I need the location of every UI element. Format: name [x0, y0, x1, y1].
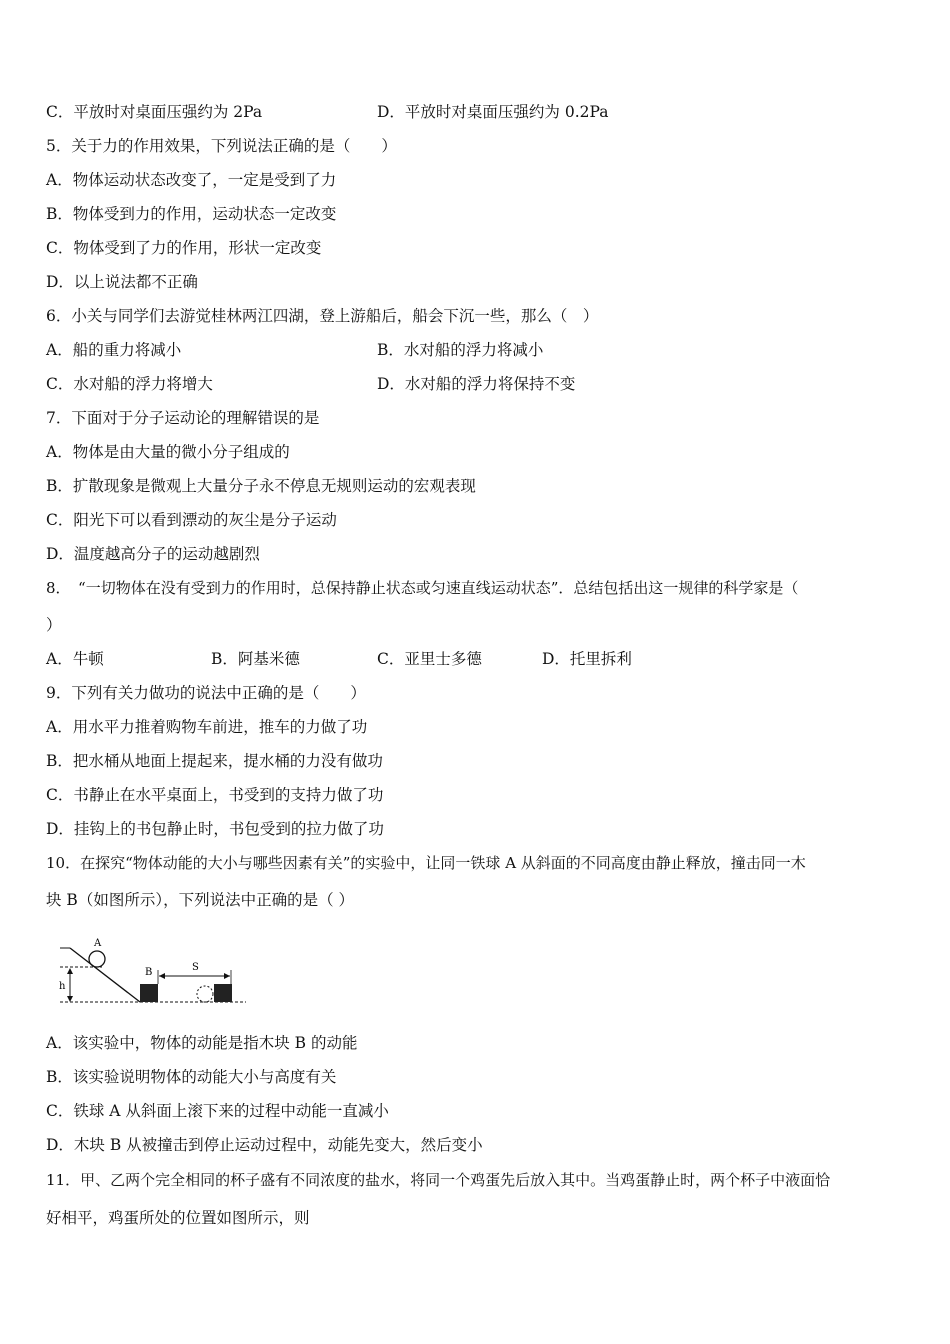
q5-option-b: B．物体受到力的作用，运动状态一定改变: [46, 205, 337, 223]
q8-option-a: A．牛顿: [46, 650, 104, 668]
q11-stem-line2: 好相平，鸡蛋所处的位置如图所示，则: [46, 1209, 310, 1227]
q10-option-b: B．该实验说明物体的动能大小与高度有关: [46, 1068, 337, 1086]
q6-option-b: B．水对船的浮力将减小: [377, 341, 544, 359]
label-b: B: [145, 967, 153, 978]
block-b: [140, 984, 158, 1002]
label-s: S: [192, 962, 199, 973]
q7-option-a: A．物体是由大量的微小分子组成的: [46, 443, 290, 461]
block-b-final: [214, 984, 232, 1002]
q9-option-d: D．挂钩上的书包静止时，书包受到的拉力做了功: [46, 820, 384, 838]
q9-option-c: C．书静止在水平桌面上，书受到的支持力做了功: [46, 786, 384, 804]
ball-a: [89, 951, 105, 967]
q5-option-d: D．以上说法都不正确: [46, 273, 198, 291]
label-h: h: [59, 981, 66, 992]
q5-option-c: C．物体受到了力的作用，形状一定改变: [46, 239, 322, 257]
q4-option-d: D．平放时对桌面压强约为 0.2Pa: [377, 103, 609, 121]
q7-option-d: D．温度越高分子的运动越剧烈: [46, 545, 260, 563]
q4-option-c: C．平放时对桌面压强约为 2Pa: [46, 103, 263, 121]
q9-option-b: B．把水桶从地面上提起来，提水桶的力没有做功: [46, 752, 383, 770]
q8-stem-line2: ）: [46, 616, 62, 634]
q5-stem: 5．关于力的作用效果，下列说法正确的是（ ）: [46, 137, 397, 155]
q6-option-a: A．船的重力将减小: [46, 341, 182, 359]
q7-option-c: C．阳光下可以看到漂动的灰尘是分子运动: [46, 511, 337, 529]
q7-stem: 7．下面对于分子运动论的理解错误的是: [46, 409, 320, 427]
q6-option-c: C．水对船的浮力将增大: [46, 375, 213, 393]
q10-option-c: C．铁球 A 从斜面上滚下来的过程中动能一直减小: [46, 1102, 389, 1120]
q8-option-c: C．亚里士多德: [377, 650, 482, 668]
q6-option-d: D．水对船的浮力将保持不变: [377, 375, 576, 393]
q8-stem-line1: 8． “一切物体在没有受到力的作用时，总保持静止状态或匀速直线运动状态”．总结包括出这一规律的科学家是（: [46, 579, 799, 597]
q11-stem-line1: 11．甲、乙两个完全相同的杯子盛有不同浓度的盐水，将同一个鸡蛋先后放入其中。当鸡蛋静止时，两个杯子中液面恰: [46, 1171, 831, 1189]
label-a: A: [94, 938, 102, 949]
incline-experiment-diagram: [56, 934, 248, 1010]
q9-option-a: A．用水平力推着购物车前进，推车的力做了功: [46, 718, 368, 736]
q7-option-b: B．扩散现象是微观上大量分子永不停息无规则运动的宏观表现: [46, 477, 476, 495]
q10-option-a: A．该实验中，物体的动能是指木块 B 的动能: [46, 1034, 358, 1052]
q8-option-b: B．阿基米德: [211, 650, 300, 668]
q8-option-d: D．托里拆利: [542, 650, 632, 668]
ball-a-final: [197, 986, 213, 1002]
q5-option-a: A．物体运动状态改变了，一定是受到了力: [46, 171, 337, 189]
q9-stem: 9．下列有关力做功的说法中正确的是（ ）: [46, 684, 366, 702]
q10-stem-line2: 块 B（如图所示），下列说法中正确的是（ ）: [46, 891, 354, 909]
q10-option-d: D．木块 B 从被撞击到停止运动过程中，动能先变大，然后变小: [46, 1136, 483, 1154]
q10-stem-line1: 10．在探究“物体动能的大小与哪些因素有关”的实验中，让同一铁球 A 从斜面的不同高度由静止释放，撞击同一木: [46, 854, 806, 872]
q6-stem: 6．小关与同学们去游觉桂林两江四湖，登上游船后，船会下沉一些，那么（ ）: [46, 307, 599, 325]
